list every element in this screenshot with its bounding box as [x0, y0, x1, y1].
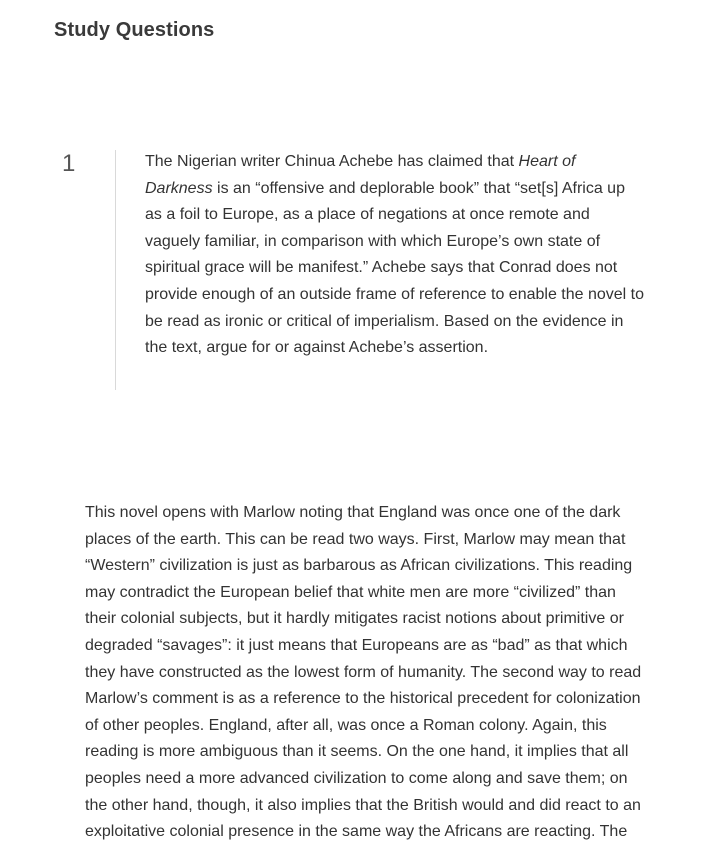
question-divider — [115, 150, 116, 390]
answer-text: This novel opens with Marlow noting that England was once one of the dark places of the earth. This can be read two ways. First, Marlow may mean that “Western” civilization is just as barbarous as African civilizations. This reading may contradict the European belief that white men are more “civilized” than their colonial subjects, but it hardly mitigates racist notions about primitive or degraded “savages”: it just means that Europeans are as “bad” as that which they have constructed as the lowest form of humanity. The second way to read Marlow’s comment is as a reference to the historical precedent for colonization of other peoples. England, after all, was once a Roman colony. Again, this reading is more ambiguous than it seems. On the one hand, it implies that all peoples need a more advanced civilization to come along and save them; on the other hand, though, it also implies that the British would and did react to an exploitative colonial presence in the same way the Africans are reacting. The — [85, 504, 642, 841]
question-number: 1 — [62, 150, 76, 177]
question-text-body: is an “offensive and deplorable book” that “set[s] Africa up as a foil to Europe, as a place of negations at once remote and vaguely familiar, in comparison with which Europe’s own state of spiritual grace will be manifest.” Achebe says that Conrad does not provide enough of an outside frame of reference to enable the novel to be read as ironic or critical of imperialism. Based on the evidence in the text, argue for or against Achebe’s assertion. — [145, 179, 645, 357]
page-title: Study Questions — [54, 19, 215, 41]
question-text-intro: The Nigerian writer Chinua Achebe has claimed that — [145, 153, 519, 170]
study-question — [54, 150, 654, 390]
question-text — [145, 149, 645, 362]
book-title: Heart of Darkness — [145, 153, 576, 197]
